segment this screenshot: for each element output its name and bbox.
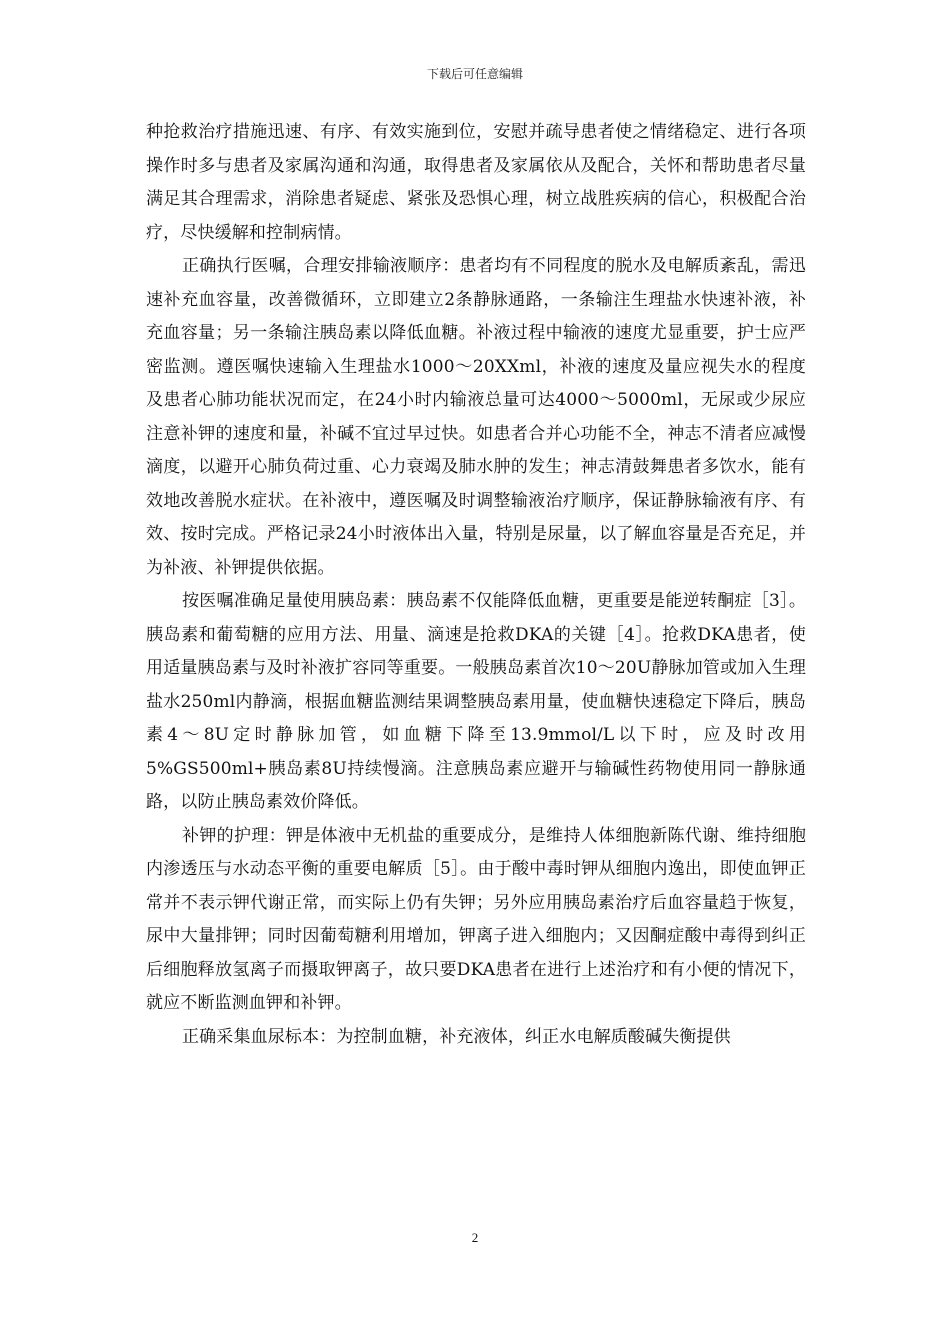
paragraph-insulin: 按医嘱准确足量使用胰岛素：胰岛素不仅能降低血糖，更重要是能逆转酮症［3］。胰岛素和葡萄糖的应用方法、用量、滴速是抢救DKA的关键［4］。抢救DKA患者，使用适量胰岛素与及时补液扩容同等重要。一般胰岛素首次10～20U静脉加管或加入生理盐水250ml内静滴，根据血糖监测结果调整胰岛素用量，使血糖快速稳定下降后，胰岛素4～8U定时静脉加管，如血糖下降至13.9mmol/L以下时，应及时改用5%GS500ml+胰岛素8U持续慢滴。注意胰岛素应避开与输碱性药物使用同一静脉通路，以防止胰岛素效价降低。 [146,591,806,812]
paragraph-sampling: 正确采集血尿标本：为控制血糖，补充液体，纠正水电解质酸碱失衡提供 [182,1026,731,1047]
paragraph-infusion: 正确执行医嘱，合理安排输液顺序：患者均有不同程度的脱水及电解质紊乱，需迅速补充血容量，改善微循环，立即建立2条静脉通路，一条输注生理盐水快速补液，补充血容量；另一条输注胰岛素以降低血糖。补液过程中输液的速度尤显重要，护士应严密监测。遵医嘱快速输入生理盐水1000～20XXml，补液的速度及量应视失水的程度及患者心肺功能状况而定，在24小时内输液总量可达4000～5000ml，无尿或少尿应注意补钾的速度和量，补碱不宜过早过快。如患者合并心功能不全，神志不清者应减慢滴度，以避开心肺负荷过重、心力衰竭及肺水肿的发生；神志清鼓舞患者多饮水，能有效地改善脱水症状。在补液中，遵医嘱及时调整输液治疗顺序，保证静脉输液有序、有效、按时完成。严格记录24小时液体出入量，特别是尿量，以了解血容量是否充足，并为补液、补钾提供依据。 [146,256,806,578]
page-number: 2 [471,1230,479,1245]
paragraph-continuation: 种抢救治疗措施迅速、有序、有效实施到位，安慰并疏导患者使之情绪稳定、进行各项操作时多与患者及家属沟通和沟通，取得患者及家属依从及配合，关怀和帮助患者尽量满足其合理需求，消除患者疑虑、紧张及恐惧心理，树立战胜疾病的信心，积极配合治疗，尽快缓解和控制病情。 [146,122,806,243]
document-body [146,116,806,1054]
page-header: 下载后可任意编辑 [426,67,523,81]
paragraph-potassium: 补钾的护理：钾是体液中无机盐的重要成分，是维持人体细胞新陈代谢、维持细胞内渗透压与水动态平衡的重要电解质［5］。由于酸中毒时钾从细胞内逸出，即使血钾正常并不表示钾代谢正常，而实际上仍有失钾；另外应用胰岛素治疗后血容量趋于恢复，尿中大量排钾；同时因葡萄糖利用增加，钾离子进入细胞内；又因酮症酸中毒得到纠正后细胞释放氢离子而摄取钾离子，故只要DKA患者在进行上述治疗和有小便的情况下，就应不断监测血钾和补钾。 [146,825,806,1013]
